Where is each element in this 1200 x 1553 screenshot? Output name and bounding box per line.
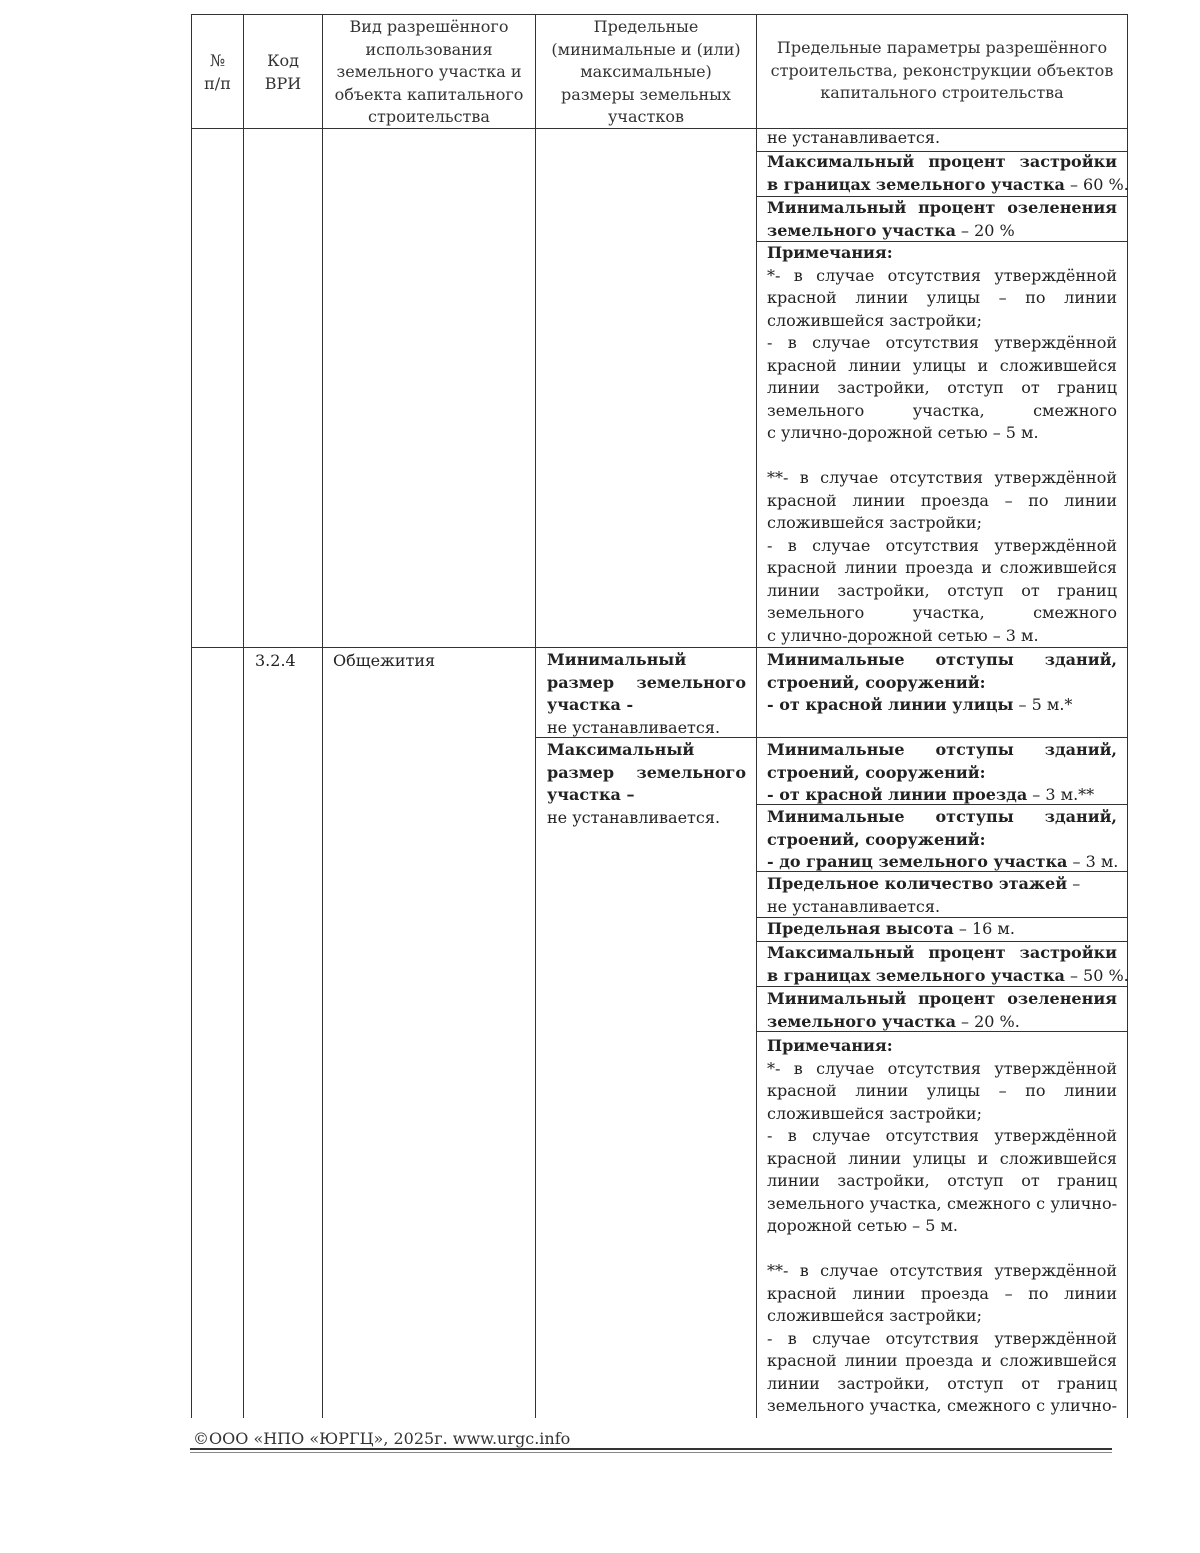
header-construction-params — [757, 37, 1127, 105]
notes-line: с улично-дорожной сетью – 5 м. — [767, 423, 1039, 442]
header-line: ВРИ — [264, 73, 302, 93]
header-line: № — [209, 51, 226, 70]
notes-line: - в случае отсутствия утверждённой — [767, 535, 1117, 555]
notes-line: сложившейся застройки; — [767, 1103, 982, 1123]
notes-line — [767, 1238, 1117, 1261]
cell-text-line — [767, 220, 1117, 243]
cell-text-line — [767, 851, 1117, 874]
row-boundary — [191, 647, 1128, 648]
cell-text: Минимальные отступы зданий, — [767, 740, 1117, 759]
cell-text: Минимальные отступы зданий, — [767, 650, 1117, 669]
notes-line: сложившейся застройки; — [767, 1306, 982, 1325]
row-code: 3.2.4 — [255, 651, 296, 670]
header-line: (минимальные и (или) — [551, 39, 741, 59]
header-line: земельного участка и — [336, 62, 522, 81]
notes-line: красной линии улицы – по линии — [767, 1081, 1117, 1100]
header-plot-size — [536, 16, 756, 129]
table-left-border — [191, 14, 192, 1418]
notes-line: красной линии проезда – по линии — [767, 490, 1117, 510]
notes-line: сложившейся застройки; — [767, 310, 982, 330]
header-code — [244, 50, 322, 95]
header-number — [192, 50, 243, 95]
cell-text: Минимальные отступы зданий, — [767, 807, 1117, 826]
cell-text: - до границ земельного участка — [767, 852, 1068, 871]
footer-copyright: ©ООО «НПО «ЮРГЦ», 2025г. www.urgc.info — [193, 1429, 571, 1448]
cell-text: не устанавливается. — [767, 128, 941, 147]
notes-line: линии застройки, отступ от границ — [767, 1373, 1117, 1393]
header-line: Предельные параметры разрешённого — [776, 38, 1108, 57]
cell-max-height — [767, 918, 1117, 941]
cell-min-green-percent — [767, 988, 1117, 1033]
header-line: капитального строительства — [820, 83, 1064, 102]
notes-line: красной линии улицы и сложившейся — [767, 1148, 1117, 1168]
cell-text: Минимальный процент озеленения — [767, 198, 1117, 217]
cell-text: - от красной линии улицы — [767, 695, 1014, 714]
cell-text: размер земельного — [547, 762, 746, 782]
col-divider-4 — [756, 14, 757, 1418]
cell-text: – — [1067, 874, 1081, 893]
notes-line: красной линии улицы – по линии — [767, 288, 1117, 307]
cell-text: - от красной линии проезда — [767, 785, 1028, 804]
notes-line: красной линии проезда и сложившейся — [767, 558, 1117, 577]
col-divider-2 — [322, 14, 323, 1418]
notes-title: Примечания: — [767, 1036, 893, 1055]
cell-text: Предельное количество этажей — [767, 874, 1068, 893]
cell-text: земельного участка — [767, 220, 956, 240]
notes-line: **- в случае отсутствия утверждённой — [767, 1261, 1117, 1280]
cell-text: строений, сооружений: — [767, 762, 986, 782]
notes-line: красной линии улицы и сложившейся — [767, 355, 1117, 375]
cell-text: строений, сооружений: — [767, 829, 986, 849]
header-line: участков — [608, 107, 684, 126]
cell-text: – 50 %. — [1064, 965, 1129, 985]
cell-max-build-percent — [767, 151, 1129, 196]
notes-line: линии застройки, отступ от границ — [767, 1171, 1117, 1190]
cell-text-line — [767, 174, 1129, 197]
header-line: размеры земельных — [561, 84, 731, 104]
row-use-name: Общежития — [333, 651, 436, 670]
notes-line: сложившейся застройки; — [767, 513, 982, 532]
cell-text-line — [767, 784, 1117, 807]
notes-line: *- в случае отсутствия утверждённой — [767, 265, 1117, 285]
cell-text: Максимальный процент застройки — [767, 943, 1117, 962]
notes-line: с улично-дорожной сетью – 3 м. — [767, 625, 1039, 645]
notes-line: - в случае отсутствия утверждённой — [767, 333, 1117, 352]
cell-text: – 5 м.* — [1013, 695, 1073, 714]
cell-notes — [767, 242, 1117, 647]
cell-text: Минимальный процент озеленения — [767, 989, 1117, 1008]
cell-max-floors — [767, 873, 1117, 918]
notes-line: красной линии проезда и сложившейся — [767, 1351, 1117, 1370]
cell-text: участка – — [547, 785, 635, 804]
cell-text: не устанавливается. — [767, 896, 941, 916]
cell-continuation — [767, 127, 1117, 150]
cell-min-plot-size — [547, 649, 746, 739]
cell-text: Максимальный — [547, 740, 695, 759]
cell-text: в границах земельного участка — [767, 965, 1065, 985]
cell-text: – 20 % — [955, 220, 1015, 240]
cell-text: – 20 %. — [955, 1011, 1020, 1031]
notes-line: земельного участка, смежного — [767, 400, 1117, 420]
cell-text-line — [767, 918, 1117, 941]
col-divider-1 — [243, 14, 244, 1418]
cell-text: не устанавливается. — [547, 807, 721, 827]
notes-line: *- в случае отсутствия утверждённой — [767, 1058, 1117, 1078]
cell-text-line — [767, 873, 1117, 896]
cell-text: – 3 м. — [1067, 852, 1119, 871]
cell-text: – 16 м. — [953, 919, 1015, 938]
header-line: использования — [365, 39, 493, 59]
header-line: п/п — [204, 73, 231, 93]
header-line: Предельные — [593, 17, 699, 36]
header-use-type — [323, 16, 535, 129]
notes-line: линии застройки, отступ от границ — [767, 580, 1117, 600]
cell-setback-boundary — [767, 806, 1117, 874]
cell-notes — [767, 1035, 1117, 1418]
header-line: Код — [267, 51, 299, 70]
table-top-border — [191, 14, 1128, 15]
col-divider-3 — [535, 14, 536, 1418]
cell-setback-passage — [767, 739, 1117, 807]
cell-text: строений, сооружений: — [767, 672, 986, 692]
header-line: максимальные) — [580, 62, 712, 81]
notes-line: - в случае отсутствия утверждённой — [767, 1126, 1117, 1145]
cell-text: участка - — [547, 695, 634, 714]
cell-text: Максимальный процент застройки — [767, 152, 1117, 171]
cell-text: – 3 м.** — [1027, 785, 1095, 804]
header-line: строительства, реконструкции объектов — [770, 60, 1114, 80]
header-line: Вид разрешённого — [349, 17, 509, 36]
cell-text-line — [767, 1011, 1117, 1034]
cell-text-line — [767, 965, 1129, 988]
cell-setback-street — [767, 649, 1117, 717]
cell-text: Минимальный — [547, 650, 687, 669]
cell-min-green-percent — [767, 197, 1117, 242]
notes-title: Примечания: — [767, 243, 893, 262]
cell-text-line — [767, 694, 1117, 717]
header-line: объекта капитального — [334, 84, 524, 104]
notes-line: земельного участка, смежного с улично- — [767, 1396, 1117, 1415]
cell-text: земельного участка — [767, 1011, 956, 1031]
cell-text: Предельная высота — [767, 919, 954, 938]
cell-text: – 60 %. — [1064, 174, 1129, 194]
notes-line: дорожной сетью – 5 м. — [767, 1216, 959, 1235]
cell-text: не устанавливается. — [547, 717, 721, 737]
cell-text: размер земельного — [547, 672, 746, 692]
notes-line — [767, 445, 1117, 468]
table-right-border — [1127, 14, 1128, 1418]
header-line: строительства — [368, 107, 490, 126]
notes-line: земельного участка, смежного с улично- — [767, 1193, 1117, 1213]
cell-text: в границах земельного участка — [767, 174, 1065, 194]
notes-line: красной линии проезда – по линии — [767, 1283, 1117, 1303]
cell-max-build-percent — [767, 942, 1129, 987]
footer-rule-thin — [190, 1452, 1112, 1453]
notes-line: линии застройки, отступ от границ — [767, 378, 1117, 397]
notes-line: - в случае отсутствия утверждённой — [767, 1328, 1117, 1348]
cell-max-plot-size — [547, 739, 746, 829]
footer-rule — [190, 1448, 1112, 1450]
notes-line: **- в случае отсутствия утверждённой — [767, 468, 1117, 487]
notes-line: земельного участка, смежного — [767, 603, 1117, 622]
